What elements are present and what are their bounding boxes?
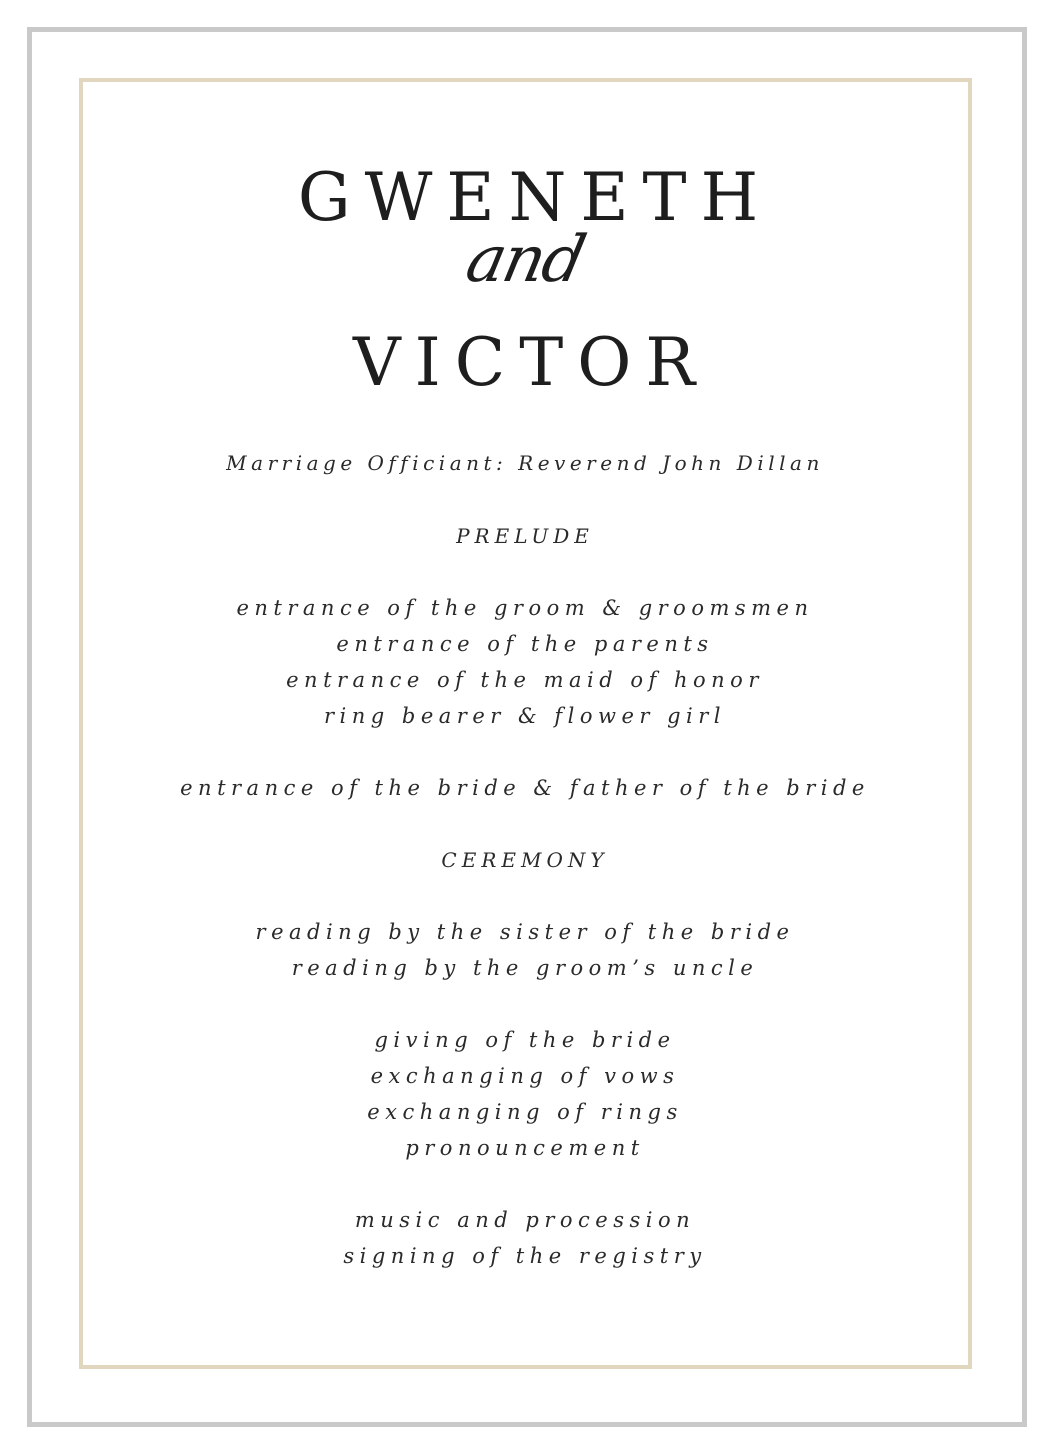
ceremony-item: exchanging of vows (370, 1064, 680, 1088)
second-name: VICTOR (352, 324, 710, 401)
prelude-item: entrance of the groom & groomsmen (236, 596, 814, 620)
first-name: GWENETH (297, 159, 773, 236)
ceremony-item: music and procession (354, 1208, 696, 1232)
ceremony-item: exchanging of rings (367, 1100, 683, 1124)
ceremony-item: giving of the bride (374, 1028, 676, 1052)
prelude-heading: PRELUDE (456, 524, 594, 548)
ceremony-item: reading by the sister of the bride (255, 920, 795, 944)
prelude-item: entrance of the maid of honor (286, 668, 764, 692)
ceremony-item: signing of the registry (343, 1244, 707, 1268)
ceremony-item: reading by the groom’s uncle (291, 956, 759, 980)
ceremony-heading: CEREMONY (441, 848, 609, 872)
prelude-item: entrance of the bride & father of the bride (180, 776, 870, 800)
ceremony-item: pronouncement (405, 1136, 645, 1160)
prelude-item: entrance of the parents (336, 632, 714, 656)
prelude-item: ring bearer & flower girl (324, 704, 726, 728)
officiant-line: Marriage Officiant: Reverend John Dillan (226, 451, 824, 475)
conjunction-script: and (459, 223, 591, 297)
